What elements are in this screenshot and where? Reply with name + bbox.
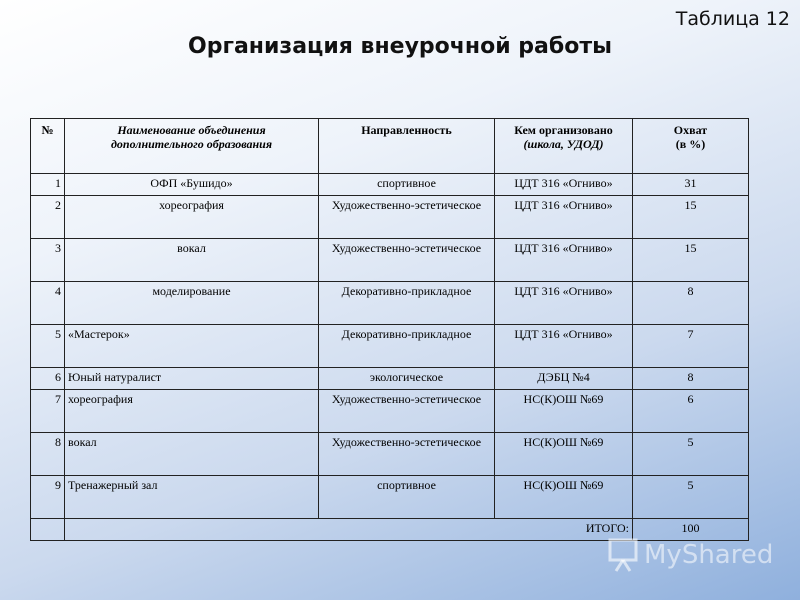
table-row bbox=[31, 390, 749, 433]
table-number: Таблица 12 bbox=[675, 8, 790, 30]
header-name: Наименование объединения дополнительного образования bbox=[65, 119, 319, 174]
table-row bbox=[31, 476, 749, 519]
row-organizer: НС(К)ОШ №69 bbox=[495, 433, 633, 476]
table-row bbox=[31, 196, 749, 239]
row-direction: Декоративно-прикладное bbox=[319, 282, 495, 325]
row-name: ОФП «Бушидо» bbox=[65, 174, 319, 196]
row-organizer: ЦДТ 316 «Огниво» bbox=[495, 325, 633, 368]
row-name: хореография bbox=[65, 196, 319, 239]
row-num: 4 bbox=[31, 282, 65, 325]
row-coverage: 31 bbox=[633, 174, 749, 196]
row-direction: Художественно-эстетическое bbox=[319, 390, 495, 433]
row-coverage: 5 bbox=[633, 433, 749, 476]
row-num: 1 bbox=[31, 174, 65, 196]
row-organizer: НС(К)ОШ №69 bbox=[495, 476, 633, 519]
row-coverage: 7 bbox=[633, 325, 749, 368]
header-direction: Направленность bbox=[319, 119, 495, 174]
row-direction: Художественно-эстетическое bbox=[319, 196, 495, 239]
row-organizer: ЦДТ 316 «Огниво» bbox=[495, 174, 633, 196]
row-coverage: 15 bbox=[633, 239, 749, 282]
row-direction: спортивное bbox=[319, 174, 495, 196]
page-title: Организация внеурочной работы bbox=[188, 34, 612, 59]
row-coverage: 15 bbox=[633, 196, 749, 239]
row-direction: Декоративно-прикладное bbox=[319, 325, 495, 368]
watermark bbox=[608, 536, 798, 576]
row-direction: экологическое bbox=[319, 368, 495, 390]
row-num: 9 bbox=[31, 476, 65, 519]
row-coverage: 8 bbox=[633, 368, 749, 390]
row-direction: Художественно-эстетическое bbox=[319, 433, 495, 476]
row-name: вокал bbox=[65, 239, 319, 282]
row-coverage: 5 bbox=[633, 476, 749, 519]
row-num: 8 bbox=[31, 433, 65, 476]
watermark-text: MyShared bbox=[644, 540, 774, 570]
header-coverage: Охват (в %) bbox=[633, 119, 749, 174]
row-coverage: 6 bbox=[633, 390, 749, 433]
row-organizer: ДЭБЦ №4 bbox=[495, 368, 633, 390]
table-row bbox=[31, 325, 749, 368]
table-row bbox=[31, 368, 749, 390]
total-empty-cell bbox=[31, 519, 65, 541]
row-organizer: ЦДТ 316 «Огниво» bbox=[495, 239, 633, 282]
extracurricular-table bbox=[30, 118, 749, 541]
row-num: 5 bbox=[31, 325, 65, 368]
presentation-board-icon bbox=[608, 538, 638, 572]
row-num: 2 bbox=[31, 196, 65, 239]
row-name: хореография bbox=[65, 390, 319, 433]
row-name: Юный натуралист bbox=[65, 368, 319, 390]
row-coverage: 8 bbox=[633, 282, 749, 325]
row-num: 7 bbox=[31, 390, 65, 433]
header-organizer: Кем организовано (школа, УДОД) bbox=[495, 119, 633, 174]
row-name: моделирование bbox=[65, 282, 319, 325]
header-row bbox=[31, 119, 749, 174]
total-label: ИТОГО: bbox=[65, 519, 633, 541]
row-organizer: ЦДТ 316 «Огниво» bbox=[495, 196, 633, 239]
row-direction: спортивное bbox=[319, 476, 495, 519]
row-organizer: НС(К)ОШ №69 bbox=[495, 390, 633, 433]
table-row bbox=[31, 282, 749, 325]
table-row bbox=[31, 239, 749, 282]
table-row bbox=[31, 174, 749, 196]
row-name: «Мастерок» bbox=[65, 325, 319, 368]
row-direction: Художественно-эстетическое bbox=[319, 239, 495, 282]
row-num: 6 bbox=[31, 368, 65, 390]
row-organizer: ЦДТ 316 «Огниво» bbox=[495, 282, 633, 325]
row-num: 3 bbox=[31, 239, 65, 282]
total-value: 100 bbox=[633, 519, 749, 541]
row-name: вокал bbox=[65, 433, 319, 476]
row-name: Тренажерный зал bbox=[65, 476, 319, 519]
header-num: № bbox=[31, 119, 65, 174]
table-row bbox=[31, 433, 749, 476]
